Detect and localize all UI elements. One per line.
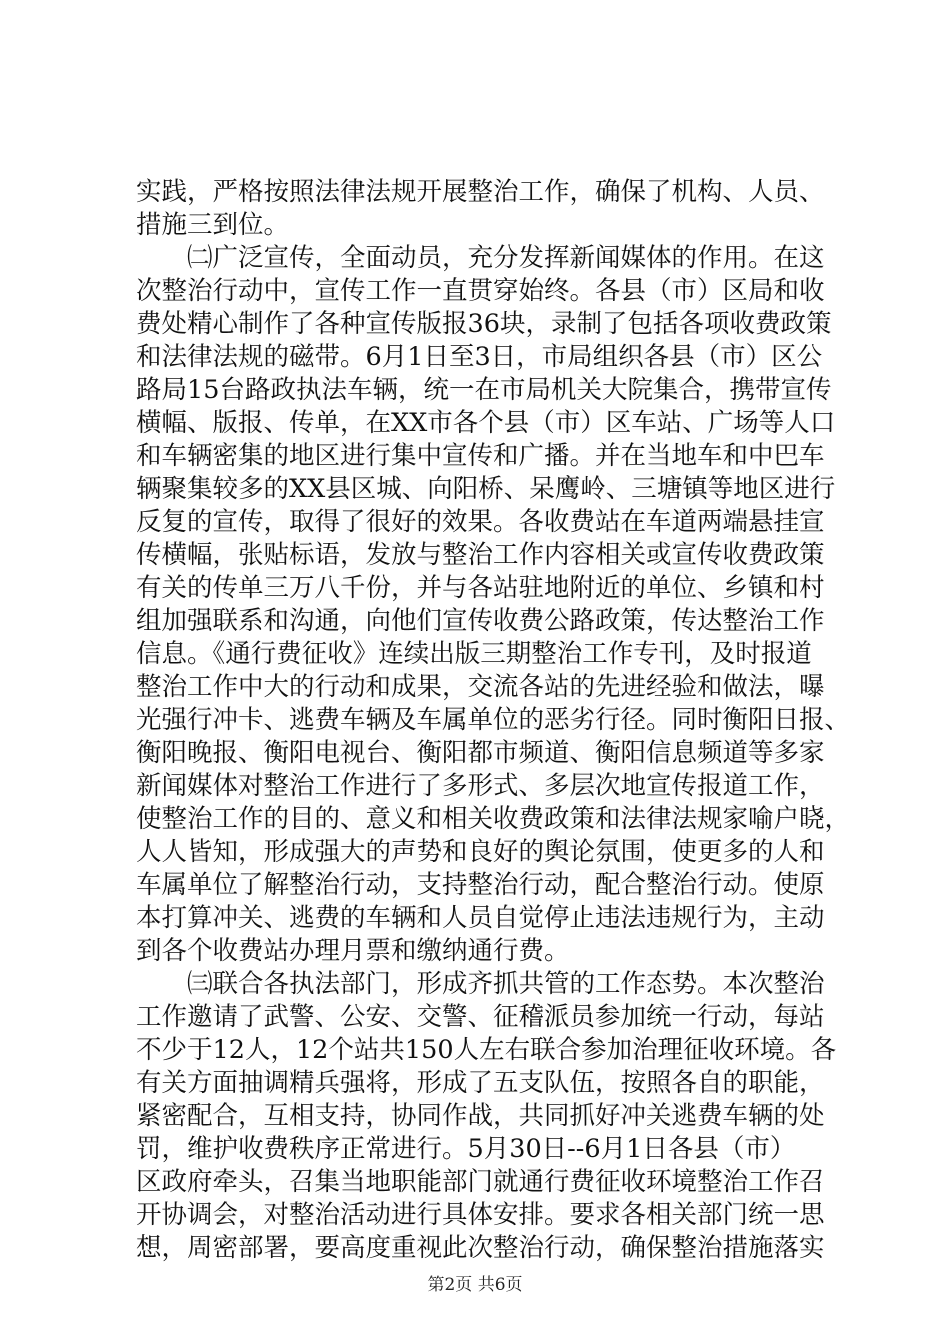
text-line: 想，周密部署，要高度重视此次整治行动，确保整治措施落实 (136, 1233, 825, 1263)
text-line: 次整治行动中，宣传工作一直贯穿始终。各县（市）区局和收 (136, 276, 825, 306)
text-line: ㈡广泛宣传，全面动员，充分发挥新闻媒体的作用。在这 (136, 243, 825, 273)
text-line: 组加强联系和沟通，向他们宣传收费公路政策，传达整治工作 (136, 606, 825, 636)
page-number-footer: 第2页 共6页 (427, 1275, 523, 1295)
text-line: ㈢联合各执法部门，形成齐抓共管的工作态势。本次整治 (136, 969, 825, 999)
text-line: 费处精心制作了各种宣传版报36块，录制了包括各项收费政策 (136, 309, 832, 339)
text-line: 开协调会，对整治活动进行具体安排。要求各相关部门统一思 (136, 1200, 825, 1230)
text-line: 路局15台路政执法车辆，统一在市局机关大院集合，携带宣传 (136, 375, 832, 405)
text-line: 横幅、版报、传单，在XX市各个县（市）区车站、广场等人口 (136, 408, 836, 438)
text-line: 罚，维护收费秩序正常进行。5月30日--6月1日各县（市） (136, 1134, 796, 1164)
text-line: 工作邀请了武警、公安、交警、征稽派员参加统一行动，每站 (136, 1002, 825, 1032)
text-line: 紧密配合，互相支持，协同作战，共同抓好冲关逃费车辆的处 (136, 1101, 825, 1131)
text-line: 辆聚集较多的XX县区城、向阳桥、呆鹰岭、三塘镇等地区进行 (136, 474, 836, 504)
text-line: 不少于12人，12个站共150人左右联合参加治理征收环境。各 (136, 1035, 837, 1065)
text-line: 新闻媒体对整治工作进行了多形式、多层次地宣传报道工作， (136, 771, 825, 801)
text-line: 区政府牵头，召集当地职能部门就通行费征收环境整治工作召 (136, 1167, 825, 1197)
text-line: 有关方面抽调精兵强将，形成了五支队伍，按照各自的职能， (136, 1068, 825, 1098)
text-line: 整治工作中大的行动和成果，交流各站的先进经验和做法，曝 (136, 672, 825, 702)
text-line: 车属单位了解整治行动，支持整治行动，配合整治行动。使原 (136, 870, 825, 900)
text-line: 和法律法规的磁带。6月1日至3日，市局组织各县（市）区公 (136, 342, 823, 372)
text-line: 光强行冲卡、逃费车辆及车属单位的恶劣行径。同时衡阳日报、 (136, 705, 851, 735)
text-line: 使整治工作的目的、意义和相关收费政策和法律法规家喻户晓， (136, 804, 851, 834)
text-line: 传横幅，张贴标语，发放与整治工作内容相关或宣传收费政策 (136, 540, 825, 570)
text-line: 实践，严格按照法律法规开展整治工作，确保了机构、人员、 (136, 177, 825, 207)
document-body (136, 176, 851, 1265)
text-line: 衡阳晚报、衡阳电视台、衡阳都市频道、衡阳信息频道等多家 (136, 738, 825, 768)
text-line: 本打算冲关、逃费的车辆和人员自觉停止违法违规行为，主动 (136, 903, 825, 933)
text-line: 人人皆知，形成强大的声势和良好的舆论氛围，使更多的人和 (136, 837, 825, 867)
text-line: 信息。《通行费征收》连续出版三期整治工作专刊，及时报道 (136, 639, 812, 669)
text-line: 到各个收费站办理月票和缴纳通行费。 (136, 936, 570, 966)
text-line: 反复的宣传，取得了很好的效果。各收费站在车道两端悬挂宣 (136, 507, 825, 537)
text-line: 有关的传单三万八千份，并与各站驻地附近的单位、乡镇和村 (136, 573, 825, 603)
text-line: 措施三到位。 (136, 210, 290, 240)
text-line: 和车辆密集的地区进行集中宣传和广播。并在当地车和中巴车 (136, 441, 825, 471)
